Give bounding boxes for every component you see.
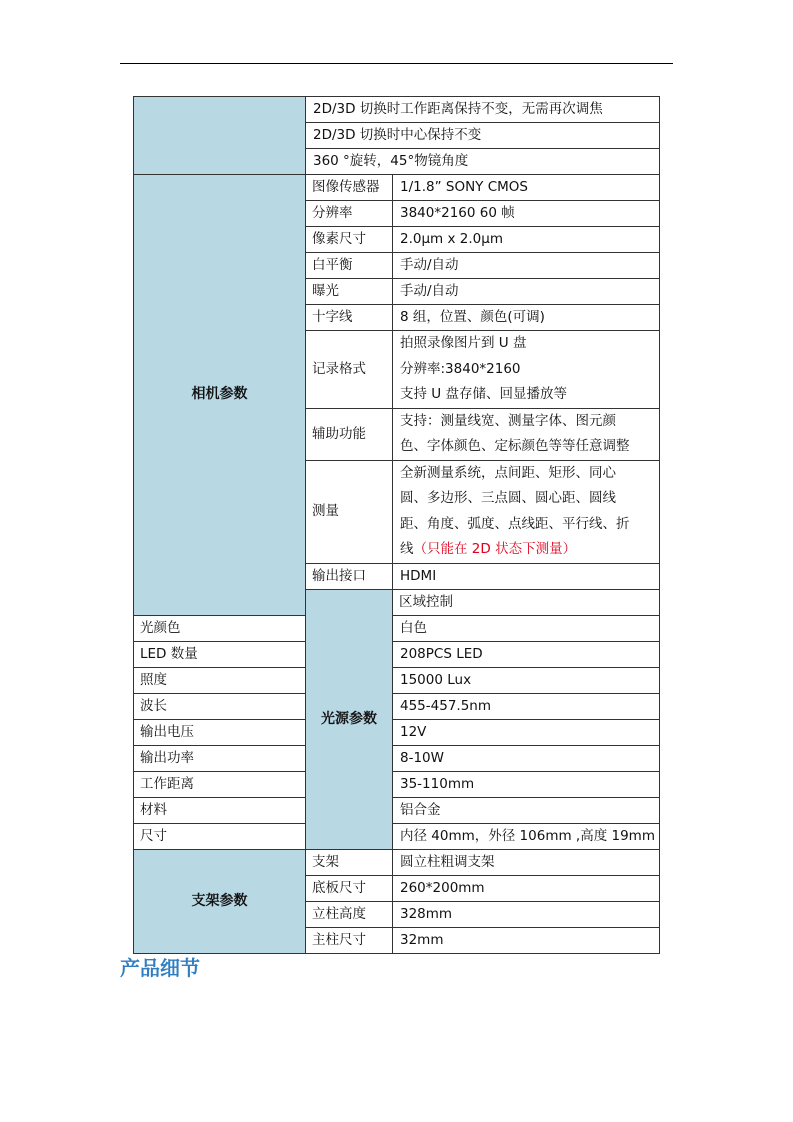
param-label: 立柱高度 <box>306 901 393 927</box>
param-label: 主柱尺寸 <box>306 927 393 953</box>
param-label: 十字线 <box>306 305 393 331</box>
param-value-multiline <box>393 460 660 563</box>
table-row <box>134 849 660 875</box>
measure-note: （只能在 2D 状态下测量） <box>413 541 577 557</box>
param-value: 260*200mm <box>393 875 660 901</box>
param-value-multiline <box>393 331 660 409</box>
param-value: 35-110mm <box>393 771 660 797</box>
param-label: 照度 <box>134 667 306 693</box>
value-line: 色、字体颜色、定标颜色等等任意调整 <box>400 438 630 454</box>
section-title: 产品细节 <box>120 956 200 980</box>
param-label: 材料 <box>134 797 306 823</box>
param-value: 手动/自动 <box>393 253 660 279</box>
param-value: 455-457.5nm <box>393 693 660 719</box>
feature-cell: 2D/3D 切换时工作距离保持不变，无需再次调焦 <box>306 97 660 123</box>
value-line: 拍照录像图片到 U 盘 <box>400 335 527 351</box>
param-label: 输出接口 <box>306 563 393 589</box>
param-label: LED 数量 <box>134 641 306 667</box>
param-label: 输出电压 <box>134 719 306 745</box>
table-row <box>134 823 660 849</box>
param-value: 12V <box>393 719 660 745</box>
param-value: 内径 40mm，外径 106mm ,高度 19mm <box>393 823 660 849</box>
param-label: 波长 <box>134 693 306 719</box>
table-row <box>134 641 660 667</box>
param-value-multiline <box>393 408 660 460</box>
group-cell-continued <box>134 97 306 175</box>
param-label: 图像传感器 <box>306 175 393 201</box>
param-value: 圆立柱粗调支架 <box>393 849 660 875</box>
param-value: 8-10W <box>393 745 660 771</box>
value-line: 距、角度、弧度、点线距、平行线、折 <box>400 515 630 532</box>
table-row <box>134 771 660 797</box>
table-row <box>134 745 660 771</box>
param-value: 白色 <box>393 615 660 641</box>
param-label: 分辨率 <box>306 201 393 227</box>
param-value: 15000 Lux <box>393 667 660 693</box>
table-row <box>134 797 660 823</box>
param-label: 支架 <box>306 849 393 875</box>
value-line: 全新测量系统，点间距、矩形、同心 <box>400 464 616 481</box>
value-line: 分辨率:3840*2160 <box>400 360 521 377</box>
param-label: 底板尺寸 <box>306 875 393 901</box>
param-value: 208PCS LED <box>393 641 660 667</box>
value-text: 线 <box>400 541 414 557</box>
param-value: 2.0μm x 2.0μm <box>393 227 660 253</box>
group-camera: 相机参数 <box>134 175 306 616</box>
param-label: 像素尺寸 <box>306 227 393 253</box>
param-value: 手动/自动 <box>393 279 660 305</box>
table-row <box>134 97 660 123</box>
table-row <box>134 615 660 641</box>
table-row <box>134 719 660 745</box>
param-value: 32mm <box>393 927 660 953</box>
param-value: 3840*2160 60 帧 <box>393 201 660 227</box>
param-label: 白平衡 <box>306 253 393 279</box>
group-stand: 支架参数 <box>134 849 306 953</box>
value-line <box>400 537 652 563</box>
param-label: 输出功率 <box>134 745 306 771</box>
param-label: 区域控制 <box>393 589 660 615</box>
param-label: 辅助功能 <box>306 408 393 460</box>
table-row <box>134 175 660 201</box>
param-value: 328mm <box>393 901 660 927</box>
feature-cell: 2D/3D 切换时中心保持不变 <box>306 123 660 149</box>
param-label: 记录格式 <box>306 331 393 409</box>
value-line: 支持：测量线宽、测量字体、图元颜 <box>400 412 616 429</box>
param-value: 1/1.8” SONY CMOS <box>393 175 660 201</box>
param-label: 工作距离 <box>134 771 306 797</box>
value-line: 支持 U 盘存储、回显播放等 <box>400 386 567 402</box>
value-line: 圆、多边形、三点圆、圆心距、圆线 <box>400 490 616 506</box>
group-light: 光源参数 <box>306 589 393 849</box>
table-row <box>134 693 660 719</box>
param-value: HDMI <box>393 563 660 589</box>
param-label: 曝光 <box>306 279 393 305</box>
param-label: 测量 <box>306 460 393 563</box>
table-row <box>134 667 660 693</box>
spec-table <box>133 96 660 954</box>
param-value: 8 组，位置、颜色(可调) <box>393 305 660 331</box>
feature-cell: 360 °旋转，45°物镜角度 <box>306 149 660 175</box>
param-label: 尺寸 <box>134 823 306 849</box>
header-rule <box>120 63 673 64</box>
param-value: 铝合金 <box>393 797 660 823</box>
param-label: 光颜色 <box>134 615 306 641</box>
